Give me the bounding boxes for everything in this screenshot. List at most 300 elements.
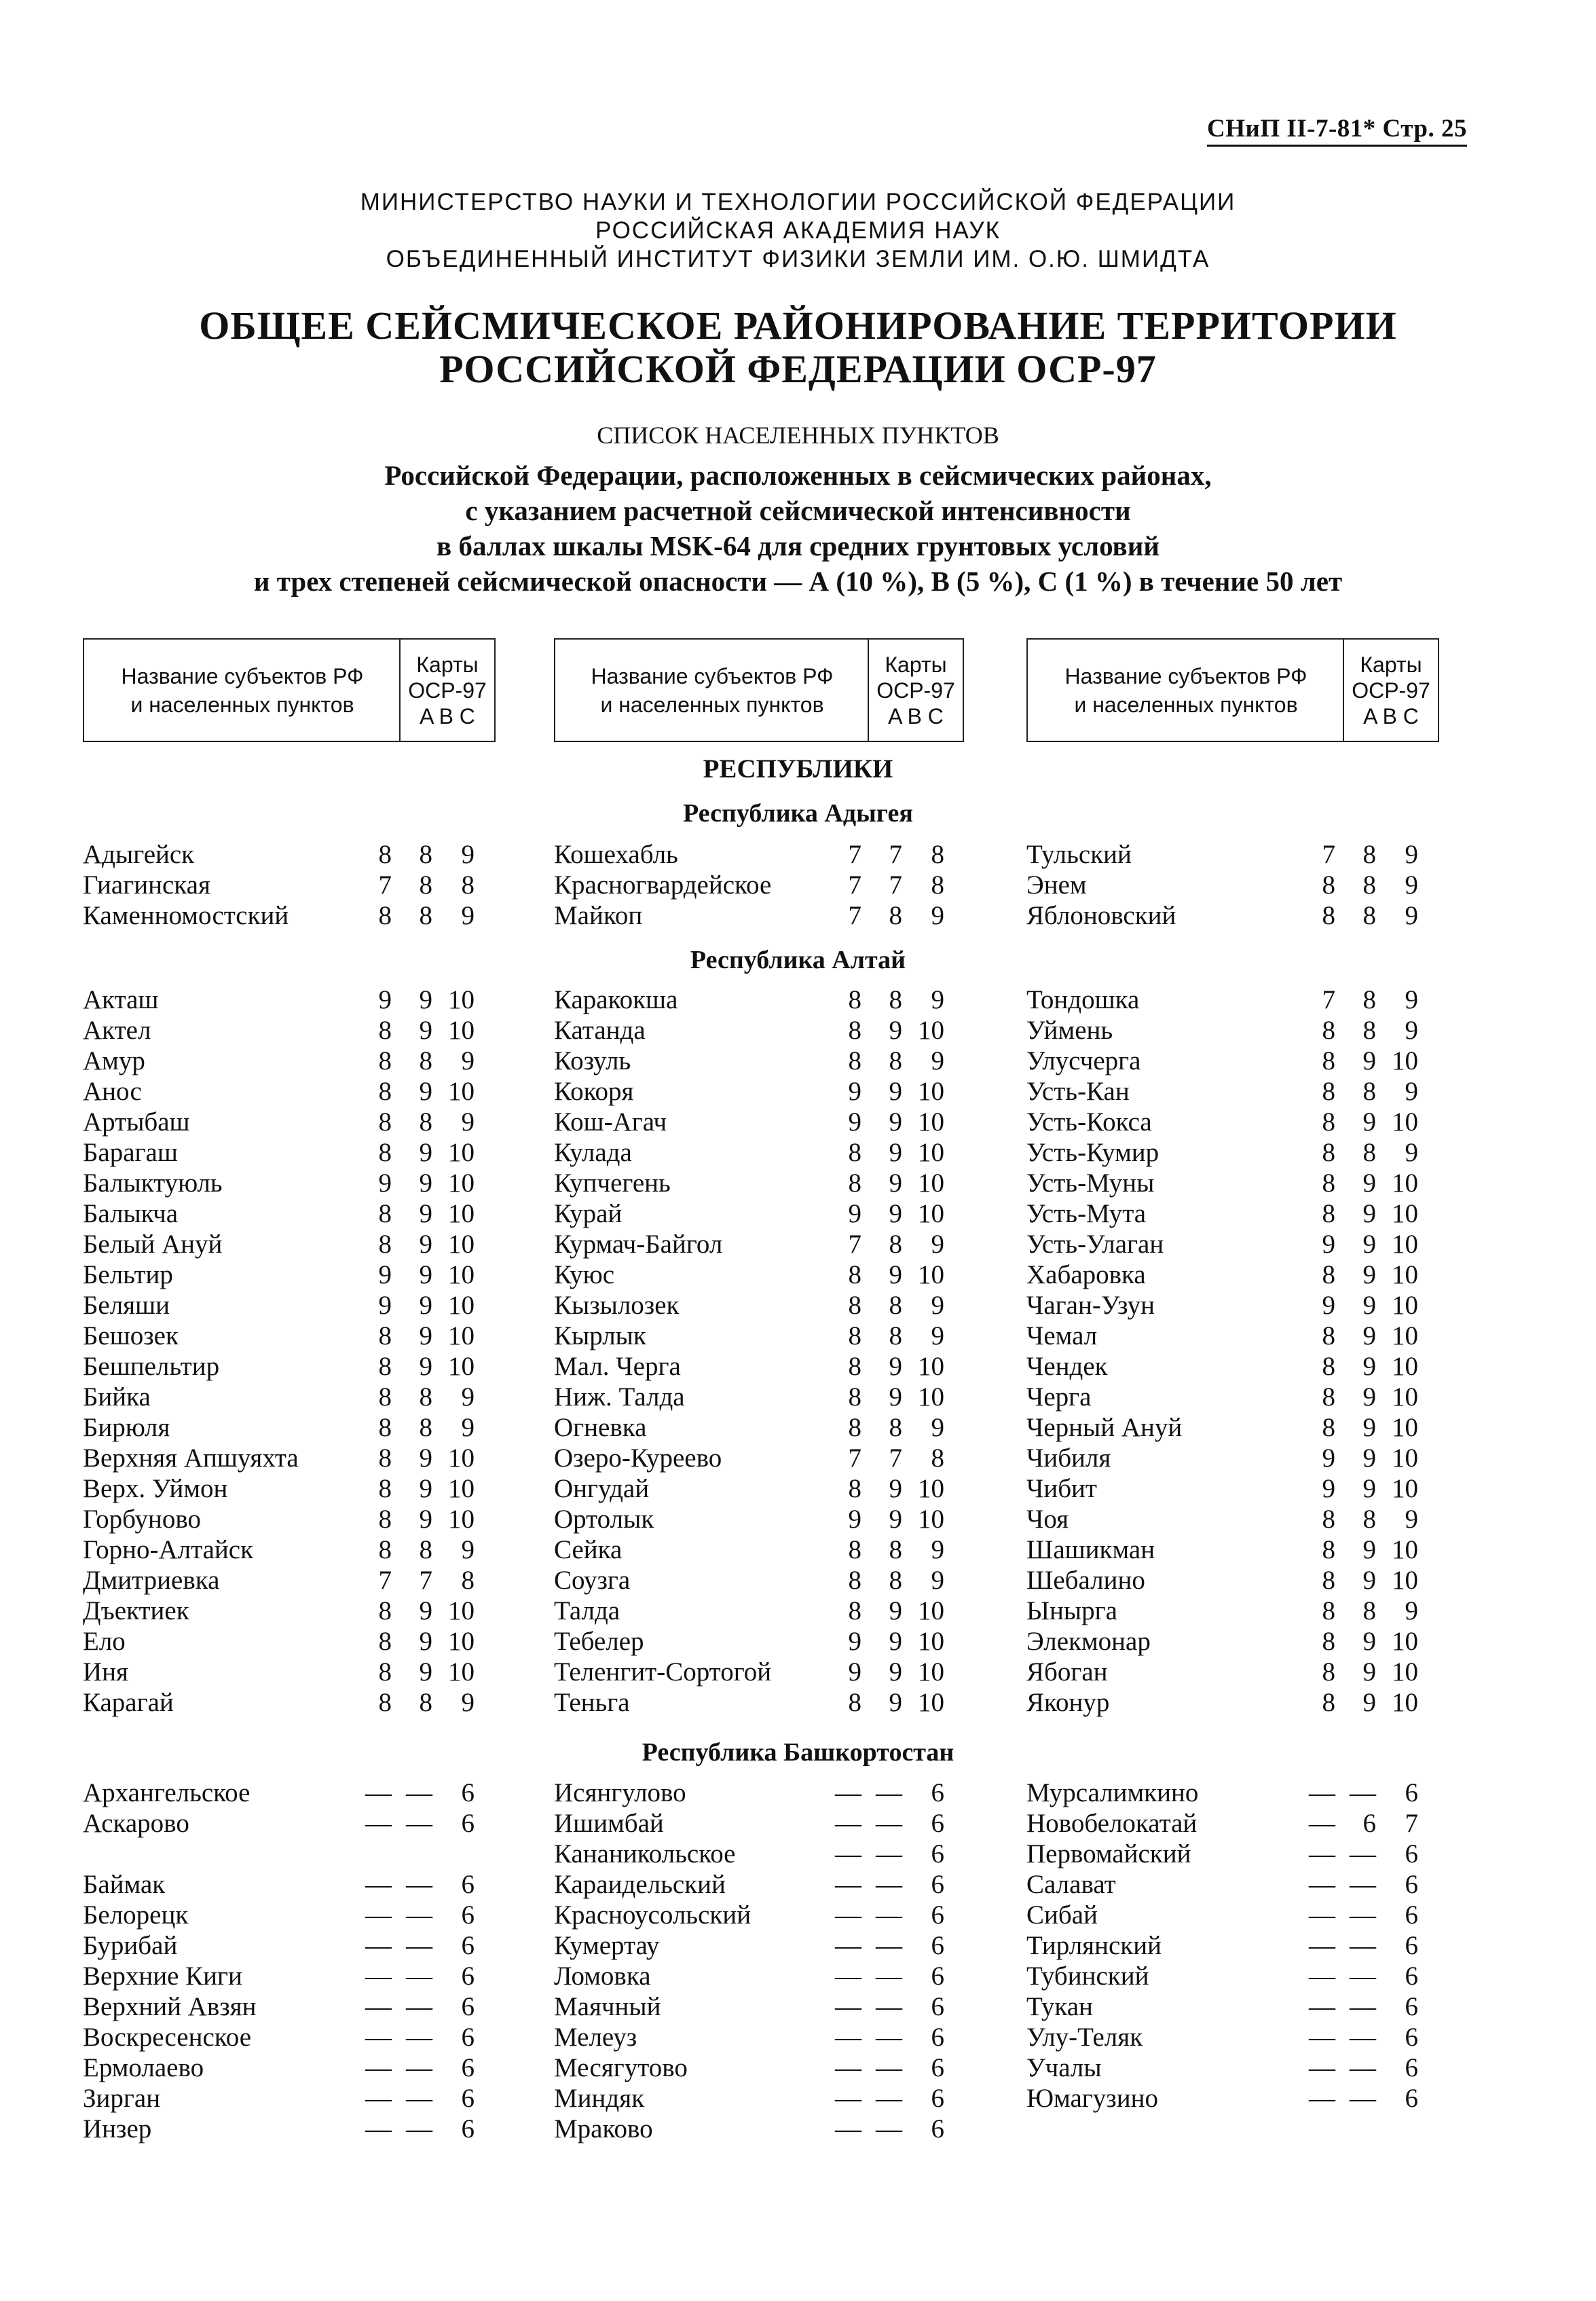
intensity-b: 9 — [1362, 1535, 1376, 1564]
intensity-a: 8 — [378, 1596, 392, 1625]
intensity-b: 8 — [889, 901, 902, 930]
document-title-line-2: РОССИЙСКОЙ ФЕДЕРАЦИИ ОСР-97 — [439, 347, 1157, 391]
settlement-name: Чибит — [1026, 1474, 1097, 1503]
settlement-name: Месягутово — [554, 2053, 688, 2082]
table-row — [554, 1259, 964, 1290]
intensity-b: 8 — [889, 1566, 902, 1595]
settlement-name: Мурсалимкино — [1026, 1778, 1199, 1807]
intensity-c: 6 — [1405, 1839, 1418, 1869]
settlement-name: Исянгулово — [554, 1778, 686, 1807]
intensity-b: — — [406, 1870, 432, 1899]
intensity-b: — — [406, 1778, 432, 1807]
intensity-c: 10 — [918, 1474, 944, 1503]
intensity-c: 10 — [448, 1505, 475, 1534]
intensity-b: — — [876, 1900, 902, 1930]
intensity-a: 8 — [848, 1260, 861, 1289]
intensity-a: 8 — [1322, 1046, 1335, 1075]
intensity-c: 10 — [448, 1168, 475, 1198]
intensity-c: 10 — [448, 1352, 475, 1381]
intensity-c: 10 — [448, 1627, 475, 1656]
intensity-b: — — [406, 1809, 432, 1838]
settlement-name: Карагай — [83, 1688, 174, 1717]
intensity-c: 9 — [1405, 1596, 1418, 1625]
intensity-c: 6 — [1405, 1992, 1418, 2021]
table-row — [554, 839, 964, 870]
intensity-c: 6 — [461, 2053, 475, 2082]
table-row — [1026, 839, 1438, 870]
table-row — [1026, 1168, 1438, 1198]
settlement-name: Бурибай — [83, 1931, 178, 1960]
table-row — [554, 900, 964, 931]
settlement-name: Кананикольское — [554, 1839, 736, 1869]
table-row — [83, 1839, 494, 1869]
intensity-c: 9 — [931, 1535, 944, 1564]
table-row — [1026, 1351, 1438, 1382]
intensity-b: 9 — [1362, 1474, 1376, 1503]
intensity-a: 8 — [378, 1413, 392, 1442]
settlement-name: Инзер — [83, 2114, 152, 2143]
intensity-a: 8 — [378, 1107, 392, 1137]
intensity-b: 9 — [889, 1596, 902, 1625]
intensity-a: 8 — [848, 1596, 861, 1625]
settlement-name: Усть-Мута — [1026, 1199, 1147, 1228]
settlement-name: Шебалино — [1026, 1566, 1145, 1595]
intensity-c: 9 — [1405, 1016, 1418, 1045]
intensity-a: 9 — [378, 1168, 392, 1198]
intensity-c: 6 — [931, 1809, 944, 1838]
intensity-a: 9 — [1322, 1443, 1335, 1473]
settlement-name: Майкоп — [554, 901, 643, 930]
table-row — [554, 1015, 964, 1046]
table-row — [1026, 1808, 1438, 1839]
intensity-b: — — [876, 2084, 902, 2113]
intensity-c: 6 — [461, 2084, 475, 2113]
intensity-a: — — [1309, 1809, 1335, 1838]
table-row — [1026, 1076, 1438, 1107]
intensity-a: — — [835, 2114, 861, 2143]
table-row — [83, 2114, 494, 2144]
settlement-name: Актел — [83, 1016, 151, 1045]
intensity-a: 8 — [1322, 1413, 1335, 1442]
table-row — [83, 1565, 494, 1596]
settlement-name: Куюс — [554, 1260, 615, 1289]
intensity-a: — — [365, 1992, 392, 2021]
settlement-name: Салават — [1026, 1870, 1116, 1899]
intensity-c: 10 — [448, 1657, 475, 1687]
intensity-c: 10 — [1392, 1291, 1418, 1320]
intensity-c: 10 — [448, 1291, 475, 1320]
settlement-name: Караидельский — [554, 1870, 726, 1899]
table-row — [83, 2053, 494, 2083]
header-name-line-1: Название субъектов РФ — [1064, 663, 1307, 688]
intensity-b: 9 — [889, 1107, 902, 1137]
intensity-a: 8 — [1322, 1566, 1335, 1595]
table-row — [83, 839, 494, 870]
table-row — [554, 870, 964, 900]
table-row — [554, 1443, 964, 1473]
intensity-b: 9 — [889, 1168, 902, 1198]
intensity-c: 9 — [931, 1046, 944, 1075]
intensity-c: 10 — [448, 1138, 475, 1167]
table-row — [83, 1229, 494, 1259]
intensity-a: 8 — [1322, 1260, 1335, 1289]
intensity-b: 8 — [889, 1291, 902, 1320]
intensity-b: 9 — [419, 1291, 432, 1320]
intensity-c: 8 — [931, 870, 944, 900]
intensity-b: — — [876, 2023, 902, 2052]
intensity-a: 8 — [848, 1688, 861, 1717]
intensity-b: 8 — [889, 985, 902, 1014]
intensity-c: 9 — [461, 1382, 475, 1412]
intensity-a: 8 — [378, 1199, 392, 1228]
intensity-a: 9 — [378, 985, 392, 1014]
settlement-name: Балыктуюль — [83, 1168, 223, 1198]
intensity-c: 6 — [461, 1778, 475, 1807]
intensity-c: 6 — [461, 1809, 475, 1838]
intensity-a: — — [365, 1870, 392, 1899]
settlement-name: Бирюля — [83, 1413, 170, 1442]
settlement-name: Соузга — [554, 1566, 631, 1595]
intensity-c: 10 — [1392, 1168, 1418, 1198]
intensity-b: 8 — [1362, 870, 1376, 900]
intensity-a: 8 — [378, 1443, 392, 1473]
intensity-b: 9 — [419, 1230, 432, 1259]
intensity-c: 6 — [461, 2114, 475, 2143]
table-row — [83, 1351, 494, 1382]
intensity-a: 8 — [378, 1382, 392, 1412]
intensity-c: 6 — [931, 1778, 944, 1807]
settlement-name: Мелеуз — [554, 2023, 637, 2052]
table-row — [554, 1900, 964, 1930]
settlement-name: Ябоган — [1026, 1657, 1108, 1687]
settlement-name: Катанда — [554, 1016, 646, 1045]
table-row — [554, 1290, 964, 1321]
intensity-a: 8 — [378, 901, 392, 930]
header-maps-line-1: Карты — [885, 652, 947, 677]
intensity-b: — — [406, 1931, 432, 1960]
table-row — [83, 1930, 494, 1961]
intensity-c: 6 — [1405, 1870, 1418, 1899]
section-title-adygea: Республика Адыгея — [683, 799, 913, 828]
intensity-c: 7 — [1405, 1809, 1418, 1838]
intensity-a: — — [835, 2053, 861, 2082]
intensity-c: 10 — [448, 985, 475, 1014]
table-row — [554, 1778, 964, 1808]
intensity-a: 9 — [848, 1199, 861, 1228]
table-row — [554, 1321, 964, 1351]
intensity-a: 8 — [1322, 1107, 1335, 1137]
section-title-altai: Республика Алтай — [690, 946, 906, 974]
settlement-name: Курмач-Байгол — [554, 1230, 723, 1259]
settlement-name: Ермолаево — [83, 2053, 204, 2082]
intensity-a: 8 — [1322, 901, 1335, 930]
intensity-a: 7 — [1322, 840, 1335, 869]
header-maps-line-3: A B C — [420, 704, 475, 729]
table-row — [1026, 1229, 1438, 1259]
table-row — [83, 1198, 494, 1229]
intensity-b: 9 — [419, 1168, 432, 1198]
settlement-name: Учалы — [1026, 2053, 1102, 2082]
org-line-1: МИНИСТЕРСТВО НАУКИ И ТЕХНОЛОГИИ РОССИЙСКОЙ ФЕДЕРАЦИИ — [360, 189, 1236, 215]
intensity-b: — — [1350, 1900, 1376, 1930]
settlement-name: Юмагузино — [1026, 2084, 1158, 2113]
intensity-b: 9 — [889, 1657, 902, 1687]
intensity-a: 7 — [378, 1566, 392, 1595]
intensity-a: 8 — [848, 1474, 861, 1503]
intensity-c: 10 — [1392, 1107, 1418, 1137]
table-row — [1026, 1504, 1438, 1534]
settlement-name: Теньга — [554, 1688, 630, 1717]
table-row — [83, 1443, 494, 1473]
table-row — [83, 2083, 494, 2114]
intensity-c: 10 — [918, 1352, 944, 1381]
settlement-name: Онгудай — [554, 1474, 650, 1503]
intensity-c: 9 — [1405, 1138, 1418, 1167]
intensity-a: 8 — [848, 1321, 861, 1350]
table-row — [1026, 1137, 1438, 1168]
settlement-name: Чемал — [1026, 1321, 1098, 1350]
intensity-b: 9 — [419, 1199, 432, 1228]
intensity-b: 8 — [419, 901, 432, 930]
intensity-b: 9 — [419, 1352, 432, 1381]
header-maps-line-3: A B C — [888, 704, 944, 729]
intensity-b: 9 — [889, 1627, 902, 1656]
intensity-c: 10 — [918, 1627, 944, 1656]
table-row — [1026, 1321, 1438, 1351]
intensity-c: 9 — [1405, 901, 1418, 930]
table-row — [83, 1596, 494, 1626]
table-row — [554, 1473, 964, 1504]
settlement-name: Белый Ануй — [83, 1230, 223, 1259]
intensity-a: 7 — [1322, 985, 1335, 1014]
settlement-name: Акташ — [83, 985, 159, 1014]
intensity-c: 9 — [931, 1566, 944, 1595]
settlement-name: Усть-Муны — [1026, 1168, 1155, 1198]
intensity-c: 10 — [918, 1199, 944, 1228]
table-row — [554, 1596, 964, 1626]
table-header-col-1 — [83, 638, 496, 742]
intensity-b: 7 — [419, 1566, 432, 1595]
intensity-c: 6 — [931, 1992, 944, 2021]
intensity-c: 6 — [461, 1962, 475, 1991]
subtitle-line-3: в баллах шкалы MSK-64 для средних грунтовых условий — [437, 530, 1159, 562]
table-row — [1026, 984, 1438, 1015]
settlement-name: Шашикман — [1026, 1535, 1155, 1564]
settlement-name: Дмитриевка — [83, 1566, 220, 1595]
intensity-b: 8 — [419, 1107, 432, 1137]
intensity-b: 8 — [889, 1046, 902, 1075]
intensity-c: 10 — [918, 1505, 944, 1534]
table-row — [554, 1808, 964, 1839]
intensity-a: 8 — [378, 1016, 392, 1045]
intensity-c: 9 — [461, 901, 475, 930]
table-row — [554, 1687, 964, 1718]
intensity-a: — — [365, 1900, 392, 1930]
header-maps-line-1: Карты — [416, 652, 479, 677]
intensity-c: 10 — [1392, 1535, 1418, 1564]
intensity-c: 10 — [1392, 1657, 1418, 1687]
settlement-name: Бельтир — [83, 1260, 173, 1289]
intensity-a: — — [365, 1778, 392, 1807]
intensity-b: 9 — [419, 1627, 432, 1656]
intensity-c: 6 — [1405, 2023, 1418, 2052]
intensity-a: 8 — [378, 1474, 392, 1503]
intensity-c: 10 — [1392, 1443, 1418, 1473]
settlement-name: Красногвардейское — [554, 870, 772, 900]
table-row — [83, 1412, 494, 1443]
table-row — [83, 1961, 494, 1991]
intensity-a: 8 — [1322, 1382, 1335, 1412]
table-row — [1026, 1259, 1438, 1290]
intensity-b: — — [876, 1931, 902, 1960]
intensity-b: 8 — [889, 1413, 902, 1442]
intensity-b: 8 — [419, 1535, 432, 1564]
table-header-col-3 — [1026, 638, 1439, 742]
intensity-b: 9 — [1362, 1443, 1376, 1473]
intensity-c: 10 — [448, 1474, 475, 1503]
settlement-name: Верхний Авзян — [83, 1992, 257, 2021]
table-row — [83, 870, 494, 900]
table-row — [83, 900, 494, 931]
table-row — [1026, 1382, 1438, 1412]
table-row — [83, 1504, 494, 1534]
settlement-name: Тирлянский — [1026, 1931, 1162, 1960]
intensity-b: 9 — [889, 1260, 902, 1289]
intensity-b: 9 — [1362, 1566, 1376, 1595]
header-name-line-2: и населенных пунктов — [600, 692, 824, 717]
intensity-a: 8 — [378, 1046, 392, 1075]
settlement-name: Зирган — [83, 2084, 161, 2113]
intensity-c: 10 — [918, 1077, 944, 1106]
intensity-a: — — [835, 1809, 861, 1838]
settlement-name: Теленгит-Сортогой — [554, 1657, 772, 1687]
intensity-b: 8 — [889, 1535, 902, 1564]
intensity-b: 9 — [419, 1138, 432, 1167]
settlement-name: Кызылозек — [554, 1291, 680, 1320]
intensity-b: 9 — [419, 1596, 432, 1625]
intensity-c: 6 — [1405, 2053, 1418, 2082]
intensity-b: — — [876, 1778, 902, 1807]
intensity-c: 10 — [1392, 1260, 1418, 1289]
intensity-b: — — [1350, 1931, 1376, 1960]
table-header-col-2 — [554, 638, 964, 742]
intensity-a: 7 — [378, 870, 392, 900]
settlement-name: Первомайский — [1026, 1839, 1191, 1869]
intensity-c: 9 — [931, 985, 944, 1014]
settlement-name: Дъектиек — [83, 1596, 189, 1625]
settlement-name: Аскарово — [83, 1809, 189, 1838]
intensity-a: 8 — [1322, 1168, 1335, 1198]
intensity-b: — — [1350, 1962, 1376, 1991]
header-maps-line-3: A B C — [1363, 704, 1419, 729]
intensity-b: — — [876, 1839, 902, 1869]
table-row — [83, 2022, 494, 2053]
table-row — [554, 1198, 964, 1229]
intensity-a: 9 — [1322, 1474, 1335, 1503]
table-row — [554, 1961, 964, 1991]
intensity-b: — — [1350, 1992, 1376, 2021]
table-row — [554, 1382, 964, 1412]
header-maps-line-2: ОСР-97 — [876, 678, 955, 703]
intensity-b: 8 — [1362, 901, 1376, 930]
table-row — [1026, 2053, 1438, 2083]
intensity-c: 9 — [461, 840, 475, 869]
intensity-a: 7 — [848, 870, 861, 900]
intensity-a: 9 — [1322, 1291, 1335, 1320]
settlement-name: Черга — [1026, 1382, 1092, 1412]
intensity-c: 10 — [1392, 1230, 1418, 1259]
intensity-b: — — [1350, 2053, 1376, 2082]
intensity-b: 8 — [419, 1688, 432, 1717]
intensity-a: — — [835, 2023, 861, 2052]
intensity-b: 9 — [1362, 1352, 1376, 1381]
table-row — [1026, 1290, 1438, 1321]
page-header: СНиП II-7-81* Стр. 25 — [1207, 114, 1467, 147]
intensity-c: 6 — [461, 2023, 475, 2052]
category-heading: РЕСПУБЛИКИ — [703, 754, 893, 784]
intensity-a: — — [1309, 1931, 1335, 1960]
document-title-line-1: ОБЩЕЕ СЕЙСМИЧЕСКОЕ РАЙОНИРОВАНИЕ ТЕРРИТОРИИ — [199, 303, 1397, 348]
intensity-b: 9 — [419, 1505, 432, 1534]
settlement-name: Амур — [83, 1046, 145, 1075]
intensity-b: — — [876, 1992, 902, 2021]
intensity-b: — — [876, 1962, 902, 1991]
intensity-c: 10 — [918, 1107, 944, 1137]
intensity-a: 8 — [848, 985, 861, 1014]
settlement-name: Каменномостский — [83, 901, 289, 930]
table-row — [554, 1930, 964, 1961]
table-row — [1026, 1869, 1438, 1900]
intensity-a: — — [1309, 1992, 1335, 2021]
settlement-name: Анос — [83, 1077, 142, 1106]
intensity-a: 8 — [1322, 1688, 1335, 1717]
intensity-c: 6 — [1405, 1900, 1418, 1930]
intensity-c: 9 — [461, 1688, 475, 1717]
intensity-c: 10 — [1392, 1046, 1418, 1075]
settlement-name: Кокоря — [554, 1077, 634, 1106]
settlement-name: Яконур — [1026, 1688, 1110, 1717]
settlement-name: Чибиля — [1026, 1443, 1111, 1473]
intensity-b: 8 — [1362, 1138, 1376, 1167]
intensity-a: — — [1309, 2023, 1335, 2052]
intensity-a: 8 — [1322, 1505, 1335, 1534]
intensity-c: 9 — [1405, 870, 1418, 900]
subtitle-line-2: с указанием расчетной сейсмической интенсивности — [465, 495, 1131, 526]
settlement-name: Кошехабль — [554, 840, 678, 869]
table-row — [83, 1046, 494, 1076]
intensity-a: 7 — [848, 901, 861, 930]
header-name-line-1: Название субъектов РФ — [591, 663, 834, 688]
table-row — [554, 1869, 964, 1900]
intensity-c: 8 — [931, 840, 944, 869]
intensity-a: 8 — [378, 1627, 392, 1656]
table-row — [1026, 1565, 1438, 1596]
intensity-a: — — [1309, 1839, 1335, 1869]
intensity-b: 9 — [419, 985, 432, 1014]
intensity-b: — — [1350, 2084, 1376, 2113]
intensity-a: 8 — [848, 1566, 861, 1595]
table-row — [1026, 1657, 1438, 1687]
table-row — [1026, 1015, 1438, 1046]
intensity-b: 8 — [1362, 1596, 1376, 1625]
intensity-a: 8 — [378, 1077, 392, 1106]
intensity-c: 10 — [1392, 1382, 1418, 1412]
intensity-b: 9 — [1362, 1382, 1376, 1412]
table-row — [1026, 1626, 1438, 1657]
table-row — [83, 1687, 494, 1718]
table-row — [1026, 1839, 1438, 1869]
intensity-c: 6 — [931, 2114, 944, 2143]
